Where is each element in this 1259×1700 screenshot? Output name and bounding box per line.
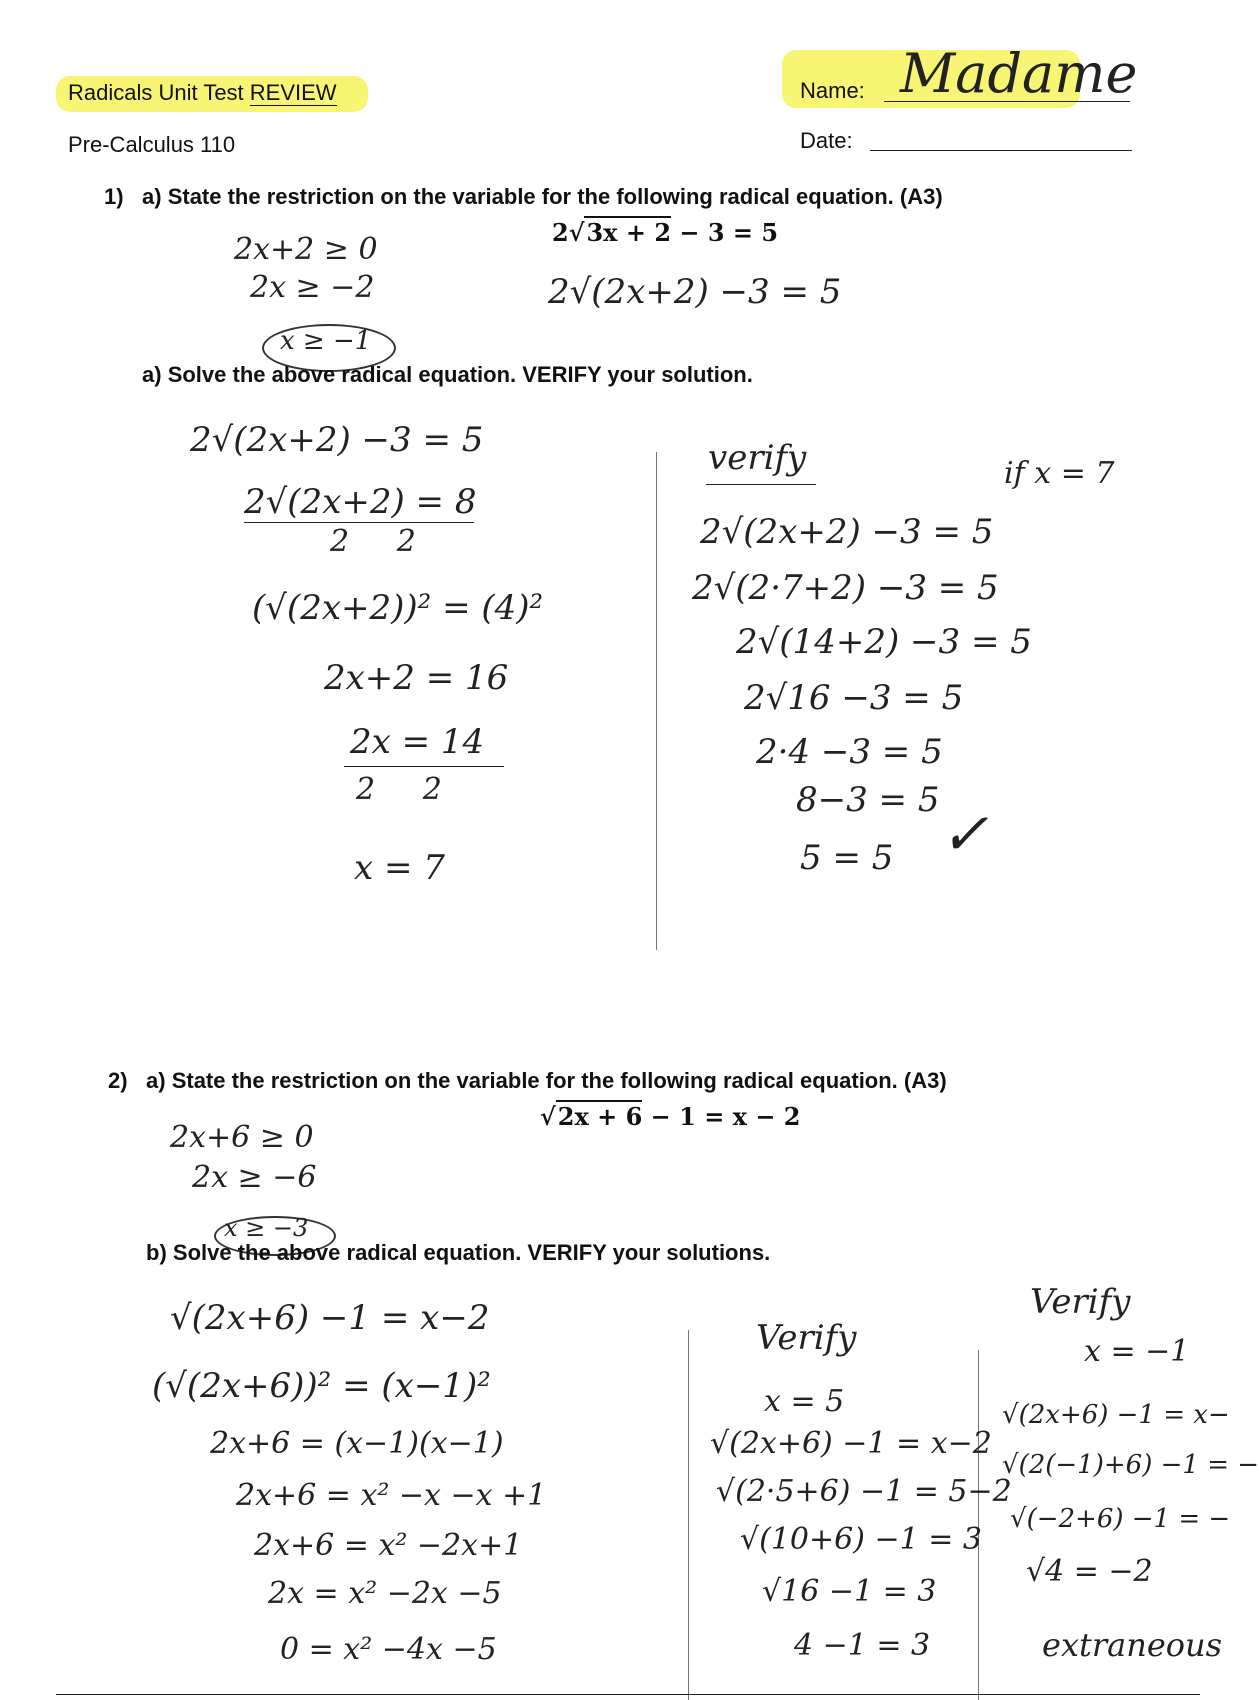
q1-eq-coef: 2 [552,218,569,247]
q2-part-b-label: b) [146,1240,167,1265]
q2-verify1-condition: x = 5 [764,1384,845,1419]
q1-solve-step: 2√(2x+2) −3 = 5 [190,420,484,460]
q2-verify2-step: extraneous [1042,1626,1223,1664]
q2-solve-step: 2x+6 = x² −x −x +1 [236,1478,547,1513]
q1-part-a [142,184,943,210]
q2-restriction-step: 2x ≥ −6 [192,1160,317,1195]
fraction-bar [244,522,474,523]
q2-verify2-step: √(2(−1)+6) −1 = − [1002,1450,1259,1480]
q1-verify-step: 2√(14+2) −3 = 5 [736,622,1032,662]
radical-sign: √ [568,218,585,247]
q1-part-b [142,362,753,388]
q1-restriction-step: 2x+2 ≥ 0 [234,232,378,267]
q1-verify-condition: if x = 7 [1004,456,1115,491]
q2-verify2-step: √(−2+6) −1 = − [1010,1504,1231,1534]
q2-verify2-condition: x = −1 [1084,1334,1190,1369]
column-divider [656,452,657,950]
q1-verify-step: 2√(2x+2) −3 = 5 [700,512,994,552]
q2-part-b-text: Solve the above radical equation. VERIFY your solutions. [172,1240,771,1265]
q1-solve-step: 2 2 [330,524,416,559]
q2-verify2-step: √(2x+6) −1 = x− [1002,1400,1230,1430]
q1-solve-step: 2x = 14 [350,722,485,762]
course-name: Pre-Calculus 110 [68,132,236,157]
date-underline [870,150,1132,151]
q1-solve-step: 2 2 [356,772,442,807]
q2-solve-step: 2x = x² −2x −5 [268,1576,502,1611]
page-title [68,80,337,106]
q1-solve-answer: x = 7 [354,848,445,888]
date-label: Date: [800,128,853,153]
q2-restriction-answer: x ≥ −3 [224,1214,309,1242]
q1-number: 1) [104,184,124,209]
q1-equation [552,218,778,247]
q2-solve-step: 0 = x² −4x −5 [280,1632,497,1667]
q1-restriction-step: 2x ≥ −2 [250,270,375,305]
q2-part-b [146,1240,770,1266]
q2-part-a-text: State the restriction on the variable for the following radical equation. (A3) [171,1068,947,1093]
q2-solve-step: 2x+6 = (x−1)(x−1) [210,1426,504,1461]
q1-part-b-label: a) [142,362,162,387]
q2-number: 2) [108,1068,128,1093]
fraction-bar [344,766,504,767]
title-text: Radicals Unit Test [68,80,250,105]
q2-solve-step: 2x+6 = x² −2x+1 [254,1528,523,1563]
column-divider [688,1330,689,1700]
checkmark-icon: ✓ [940,800,989,868]
q1-solve-step: 2√(2x+2) = 8 [244,482,477,522]
q1-verify-step: 2·4 −3 = 5 [756,732,943,772]
q2-verify2-step: √4 = −2 [1026,1554,1153,1589]
verify-underline [706,484,816,485]
q1-part-a-text: State the restriction on the variable for the following radical equation. (A3) [167,184,943,209]
q1-verify-step: 8−3 = 5 [796,780,940,820]
q2-verify1-step: √(2x+6) −1 = x−2 [710,1426,992,1461]
radical-sign: √ [540,1102,556,1131]
q2-solve-step: (√(2x+6))² = (x−1)² [152,1366,491,1406]
q2-eq-rest: − 1 = x − 2 [642,1102,801,1131]
q1-verify-step: 2√(2·7+2) −3 = 5 [692,568,999,608]
q2-eq-radicand: 2x + 6 [557,1102,643,1131]
q2-verify1-step: √(2·5+6) −1 = 5−2 [716,1474,1012,1509]
q2-part-a [146,1068,947,1094]
q2-verify1-step: √16 −1 = 3 [762,1574,937,1609]
q2-part-a-label: a) [146,1068,166,1093]
q2-verify1-step: √(10+6) −1 = 3 [740,1522,982,1557]
q1-part-b-text: Solve the above radical equation. VERIFY your solution. [167,362,753,387]
q1-solve-step: 2x+2 = 16 [324,658,509,698]
q2-verify1-step: 4 −1 = 3 [794,1628,931,1663]
q1-part-a-label: a) [142,184,162,209]
q1-eq-rest: − 3 = 5 [671,218,779,247]
title-emphasis: REVIEW [249,80,337,105]
q1-solve-step: (√(2x+2))² = (4)² [252,588,544,628]
q1-eq-radicand: 3x + 2 [586,218,672,247]
name-label: Name: [800,78,865,103]
name-value: Madame [900,42,1138,105]
page-bottom-rule [56,1694,1200,1695]
q2-verify2-column [990,1400,1259,1700]
q2-restriction-step: 2x+6 ≥ 0 [170,1120,314,1155]
q2-equation [540,1102,800,1131]
q1-verify-step: 5 = 5 [800,838,894,878]
q1-verify-title: verify [708,438,807,478]
q2-verify2-title: Verify [1030,1282,1131,1322]
q1-restriction-answer: x ≥ −1 [280,326,372,356]
q1-verify-step: 2√16 −3 = 5 [744,678,964,718]
q2-solve-step: √(2x+6) −1 = x−2 [170,1298,490,1338]
q2-verify1-title: Verify [756,1318,857,1358]
q1-rewritten-equation: 2√(2x+2) −3 = 5 [548,272,842,312]
